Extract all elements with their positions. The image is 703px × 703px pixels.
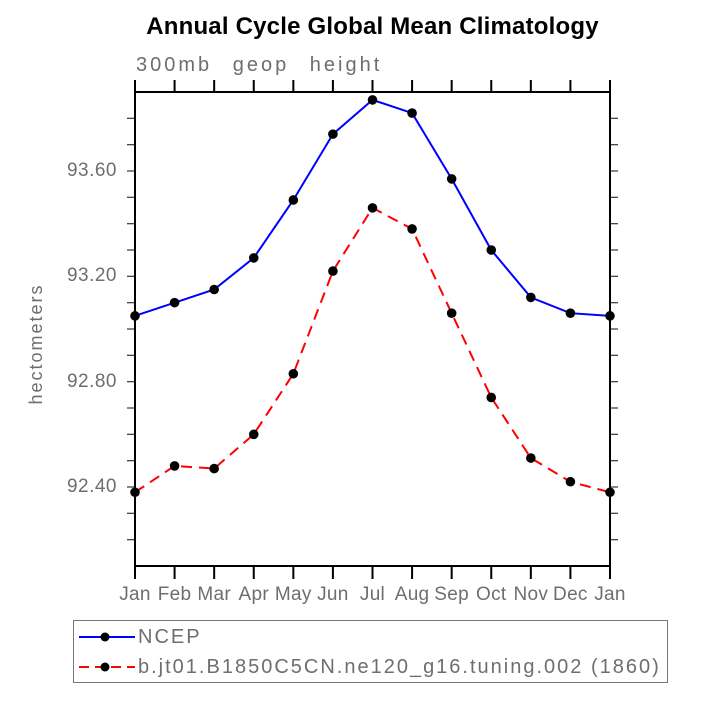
y-tick-label: 92.80 (66, 370, 117, 392)
x-tick-label: Apr (238, 584, 269, 605)
legend-box (73, 620, 668, 683)
model-legend-marker (101, 663, 110, 672)
plot-frame (135, 92, 610, 566)
model-marker (368, 203, 378, 213)
model-legend-label: b.jt01.B1850C5CN.ne120_g16.tuning.002 (1860) (138, 655, 661, 678)
ncep-marker (447, 174, 457, 184)
ncep-marker (368, 95, 378, 105)
y-tick-label: 92.40 (66, 476, 117, 497)
x-tick-label: Feb (157, 584, 192, 605)
model-marker (566, 477, 576, 487)
x-tick-label: Nov (513, 584, 549, 605)
model-marker (605, 487, 615, 497)
y-tick-label: 93.60 (66, 160, 117, 181)
model-marker (526, 453, 536, 463)
ncep-marker (486, 245, 496, 255)
ncep-legend-label: NCEP (138, 625, 202, 648)
chart-subtitle: 300mb geop height (136, 54, 383, 76)
model-marker (328, 266, 338, 276)
ncep-marker (328, 129, 338, 139)
x-tick-label: Aug (394, 584, 430, 605)
model-marker (209, 464, 219, 474)
ncep-marker (130, 311, 140, 321)
model-line-swatch-icon (77, 655, 137, 679)
x-tick-label: Jul (359, 584, 386, 605)
x-tick-label: Jun (317, 584, 349, 605)
ncep-marker (209, 285, 219, 295)
model-line (135, 208, 610, 492)
ncep-legend-marker (101, 633, 110, 642)
x-tick-label: Oct (476, 584, 507, 605)
x-tick-label: Jan (594, 584, 626, 605)
ncep-line-swatch-icon (77, 625, 137, 649)
model-marker (249, 430, 259, 440)
x-tick-label: Dec (553, 584, 588, 605)
ncep-marker (566, 308, 576, 318)
y-axis-label: hectometers (26, 283, 46, 405)
x-tick-label: May (274, 584, 312, 605)
x-tick-label: Sep (434, 584, 470, 605)
ncep-marker (605, 311, 615, 321)
chart-title: Annual Cycle Global Mean Climatology (146, 13, 599, 40)
model-marker (407, 224, 417, 234)
ncep-marker (170, 298, 180, 308)
model-marker (447, 308, 457, 318)
y-tick-label: 93.20 (66, 265, 117, 287)
model-marker (486, 393, 496, 403)
model-marker (170, 461, 180, 471)
x-tick-label: Mar (197, 584, 231, 605)
model-marker (130, 487, 140, 497)
legend-entry-ncep (77, 625, 202, 649)
ncep-marker (526, 293, 536, 303)
legend-entry-model (77, 655, 661, 679)
ncep-marker (289, 195, 299, 205)
x-tick-label: Jan (119, 584, 151, 605)
ncep-marker (407, 108, 417, 118)
model-marker (289, 369, 299, 379)
ncep-marker (249, 253, 259, 263)
